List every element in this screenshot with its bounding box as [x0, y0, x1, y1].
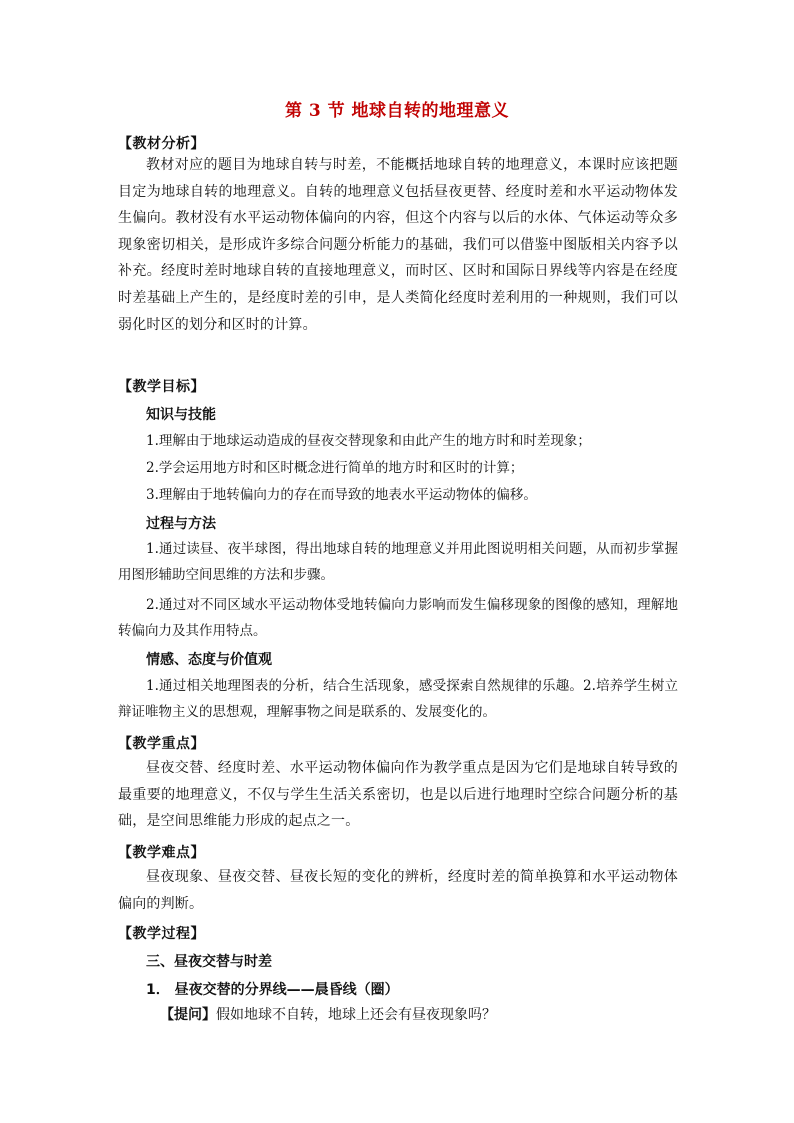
- analysis-paragraph: 教材对应的题目为地球自转与时差，不能概括地球自转的地理意义，本课时应该把题目定为地球自转的地理意义。自转的地理意义包括昼夜更替、经度时差和水平运动物体发生偏向。教材没有水平运动物体偏向的内容，但这个内容与以后的水体、气体运动等众多现象密切相关，是形成许多综合问题分析能力的基础，我们可以借鉴中图版相关内容予以补充。经度时差时地球自转的直接地理意义，而时区、区时和国际日界线等内容是在经度时差基础上产生的，是经度时差的引申，是人类简化经度时差利用的一种规则，我们可以弱化时区的划分和区时的计算。: [118, 157, 678, 333]
- objective-p1: 1.通过读昼、夜半球图，得出地球自转的地理意义并用此图说明相关问题，从而初步掌握用图形辅助空间思维的方法和步骤。: [118, 541, 678, 583]
- subheading-knowledge: 知识与技能: [146, 407, 216, 423]
- heading-difficult-points: 【教学难点】: [118, 845, 205, 861]
- objective-p2: 2.通过对不同区域水平运动物体受地转偏向力影响而发生偏移现象的图像的感知，理解地转偏向力及其作用特点。: [118, 597, 678, 639]
- question-line: [160, 1004, 496, 1024]
- objective-k1: 1.理解由于地球运动造成的昼夜交替现象和由此产生的地方时和时差现象；: [146, 433, 591, 449]
- question-label: 【提问】: [160, 1007, 216, 1023]
- question-text: 假如地球不自转，地球上还会有昼夜现象吗？: [216, 1007, 496, 1023]
- objective-k3: 3.理解由于地转偏向力的存在而导致的地表水平运动物体的偏移。: [146, 487, 537, 503]
- objective-k2: 2.学会运用地方时和区时概念进行简单的地方时和区时的计算；: [146, 460, 524, 476]
- heading-key-points: 【教学重点】: [118, 736, 205, 752]
- process-item-3: 三、昼夜交替与时差: [146, 954, 272, 970]
- difficult-points-paragraph: 昼夜现象、昼夜交替、昼夜长短的变化的辨析，经度时差的简单换算和水平运动物体偏向的判断。: [118, 869, 678, 912]
- heading-teaching-process: 【教学过程】: [118, 926, 205, 942]
- subheading-emotion: 情感、态度与价值观: [146, 652, 272, 668]
- subheading-process: 过程与方法: [146, 516, 216, 532]
- process-item-1: 1． 昼夜交替的分界线——晨昏线（圈）: [146, 982, 399, 998]
- heading-analysis: 【教材分析】: [118, 136, 205, 152]
- key-points-paragraph: 昼夜交替、经度时差、水平运动物体偏向作为教学重点是因为它们是地球自转导致的最重要的地理意义，不仅与学生生活关系密切，也是以后进行地理时空综合问题分析的基础，是空间思维能力形成的起点之一。: [118, 760, 678, 830]
- heading-objectives: 【教学目标】: [118, 379, 205, 395]
- page-title: 第 3 节 地球自转的地理意义: [284, 101, 510, 121]
- objective-e1: 1.通过相关地理图表的分析，结合生活现象，感受探索自然规律的乐趣。2.培养学生树立辩证唯物主义的思想观，理解事物之间是联系的、发展变化的。: [118, 678, 678, 720]
